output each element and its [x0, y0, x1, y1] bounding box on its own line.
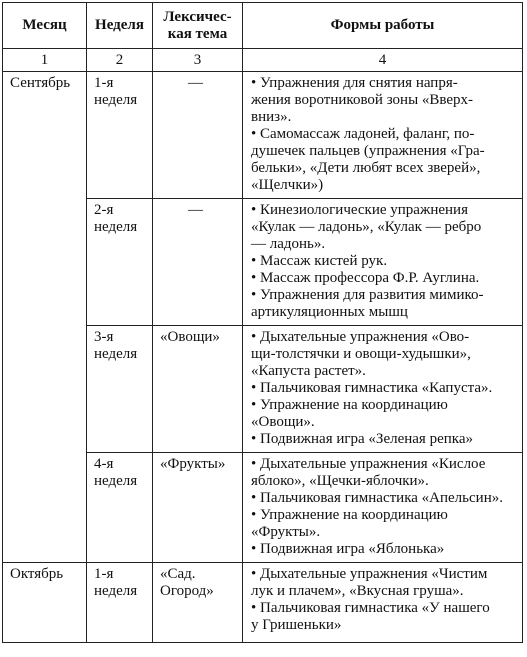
header-topic: Лексичес- кая тема	[153, 3, 243, 49]
form-item: • Подвижная игра «Яблонька»	[251, 541, 445, 557]
header-week: Неделя	[87, 3, 153, 49]
month-cell: Октябрь	[3, 563, 87, 643]
form-item: • Дыхательные упражнения «Чистим лук и плачем», «Вкусная груша».	[251, 566, 488, 599]
topic-text: —	[188, 202, 203, 218]
column-number: 3	[153, 49, 243, 72]
topic-cell	[153, 199, 243, 326]
topic-cell	[153, 72, 243, 199]
form-item: • Подвижная игра «Зеленая репка»	[251, 431, 473, 447]
forms-cell	[243, 563, 523, 643]
column-number: 2	[87, 49, 153, 72]
topic-text: —	[188, 75, 203, 91]
form-item: • Упражнение на координацию «Фрукты».	[251, 507, 448, 540]
week-cell: 4-я неделя	[87, 453, 153, 563]
form-item: • Пальчиковая гимнастика «У нашего у Гришеньки»	[251, 600, 490, 633]
form-item: • Кинезиологические упражнения «Кулак — ладонь», «Кулак — ребро — ладонь».	[251, 202, 482, 252]
forms-cell	[243, 72, 523, 199]
header-row	[3, 3, 523, 49]
topic-cell: «Фрукты»	[153, 453, 243, 563]
topic-cell: «Овощи»	[153, 326, 243, 453]
header-month: Месяц	[3, 3, 87, 49]
week-cell: 2-я неделя	[87, 199, 153, 326]
column-number-row	[3, 49, 523, 72]
form-item: • Дыхательные упражнения «Кислое яблоко», «Щечки-яблочки».	[251, 456, 486, 489]
form-item: • Пальчиковая гимнастика «Капуста».	[251, 380, 493, 396]
form-item: • Пальчиковая гимнастика «Апельсин».	[251, 490, 503, 506]
week-cell: 1-я неделя	[87, 72, 153, 199]
column-number: 1	[3, 49, 87, 72]
form-item: • Массаж профессора Ф.Р. Ауглина.	[251, 270, 480, 286]
forms-cell	[243, 326, 523, 453]
topic-cell: «Сад. Огород»	[153, 563, 243, 643]
forms-cell	[243, 453, 523, 563]
header-forms: Формы работы	[243, 3, 523, 49]
form-item: • Упражнения для развития мимико- артикуляционных мышц	[251, 287, 484, 320]
month-cell: Сентябрь	[3, 72, 87, 563]
schedule-table	[2, 2, 523, 643]
form-item: • Самомассаж ладоней, фаланг, по- душечек пальцев (упражнения «Гра- бельки», «Дети любят всех зверей», «Щелчки»)	[251, 126, 485, 193]
table-row	[3, 72, 523, 199]
form-item: • Дыхательные упражнения «Ово- щи-толстячки и овощи-худышки», «Капуста растет».	[251, 329, 471, 379]
forms-cell	[243, 199, 523, 326]
column-number: 4	[243, 49, 523, 72]
week-cell: 3-я неделя	[87, 326, 153, 453]
week-cell: 1-я неделя	[87, 563, 153, 643]
table-row	[3, 563, 523, 643]
form-item: • Массаж кистей рук.	[251, 253, 388, 269]
form-item: • Упражнения для снятия напря- жения воротниковой зоны «Вверх- вниз».	[251, 75, 474, 125]
form-item: • Упражнение на координацию «Овощи».	[251, 397, 448, 430]
